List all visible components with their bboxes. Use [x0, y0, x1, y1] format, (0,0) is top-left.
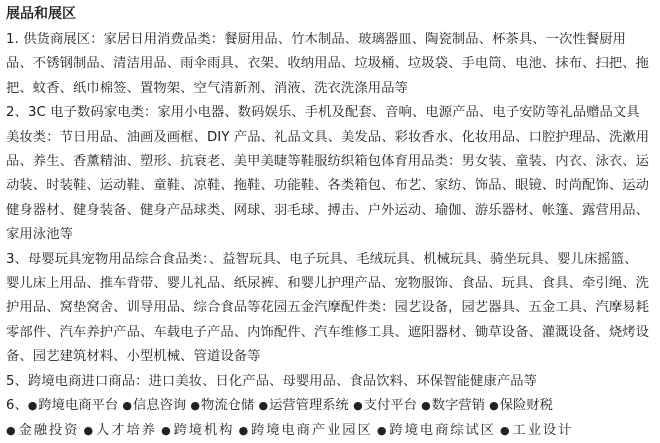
service-item: ● 支付平台: [353, 398, 417, 413]
service-item: ● 信息咨询: [122, 398, 186, 413]
section-3-baby-toys-zone: 3、母婴玩具宠物用品综合食品类：、益智玩具、电子玩具、毛绒玩具、机械玩具、骑坐玩具、婴儿床摇篮、婴儿床上用品、推车背带、婴儿礼品、纸尿裤、和婴儿护理产品、宠物服饰、食品、玩具、食具、牵引绳、洗护用品、窝垫窝舍、训导用品、综合食品等花园五金汽摩配件类：园艺设备，园艺器具、五金工具、汽摩易耗零部件、汽车养护产品、车载电子产品、内饰配件、汽车维修工具、遮阳器材、锄草设备、灌溉设备、烧烤设备、园艺建筑材料、小型机械、管道设备等: [6, 251, 650, 365]
service-item: ● 跨境电商综试区: [377, 423, 496, 438]
section-5-import-goods: 5、跨境电商进口商品：进口美妆、日化产品、母婴用品、食品饮料、环保智能健康产品等: [6, 373, 538, 389]
section-6-services: [6, 394, 650, 418]
service-item: ● 工业设计: [500, 423, 573, 438]
page-title: 展品和展区: [6, 6, 76, 22]
service-item: ● 保险财税: [489, 398, 553, 413]
service-item: ● 物流仓储: [190, 398, 254, 413]
service-item: ● 数字营销: [421, 398, 485, 413]
section-6-prefix: 6、: [6, 398, 28, 414]
section-7-services: [6, 419, 650, 443]
service-item: ● 跨境电商产业园区: [239, 423, 373, 438]
service-item: ● 运营管理系统: [258, 398, 348, 413]
service-item: ● 人才培养: [84, 423, 157, 438]
service-item: ● 金融投资: [6, 423, 79, 438]
service-item: ● 跨境电商平台: [28, 398, 118, 413]
section-1-supplier-zone: 1. 供货商展区：家居日用消费品类：餐厨用品、竹木制品、玻璃器皿、陶瓷制品、杯茶具、一次性餐厨用品、不锈钢制品、清洁用品、雨伞雨具、衣架、收纳用品、垃圾桶、垃圾袋、手电筒、电池、抹布、扫把、拖把、蚊香、纸巾棉签、置物架、空气清新剂、消液、洗衣洗涤用品等: [6, 32, 650, 96]
section-2-electronics-zone: 2、3C 电子数码家电类：家用小电器、数码娱乐、手机及配套、音响、电源产品、电子安防等礼品赠品文具美妆类：节日用品、油画及画框、DIY 产品、礼品文具、美发品、彩妆香水、化妆用品、口腔护理品、洗漱用品、养生、香薰精油、塑形、抗衰老、美甲美睫等鞋服纺织箱包体育用品类：男女装、童装、内衣、泳衣、运动装、时装鞋、运动鞋、童鞋、凉鞋、拖鞋、功能鞋、各类箱包、布艺、家纺、饰品、眼镜、时尚配饰、运动健身器材、健身装备、健身产品球类、网球、羽毛球、搏击、户外运动、瑜伽、游乐器材、帐篷、露营用品、家用泳池等: [6, 105, 650, 243]
service-item: ● 跨境机构: [161, 423, 234, 438]
